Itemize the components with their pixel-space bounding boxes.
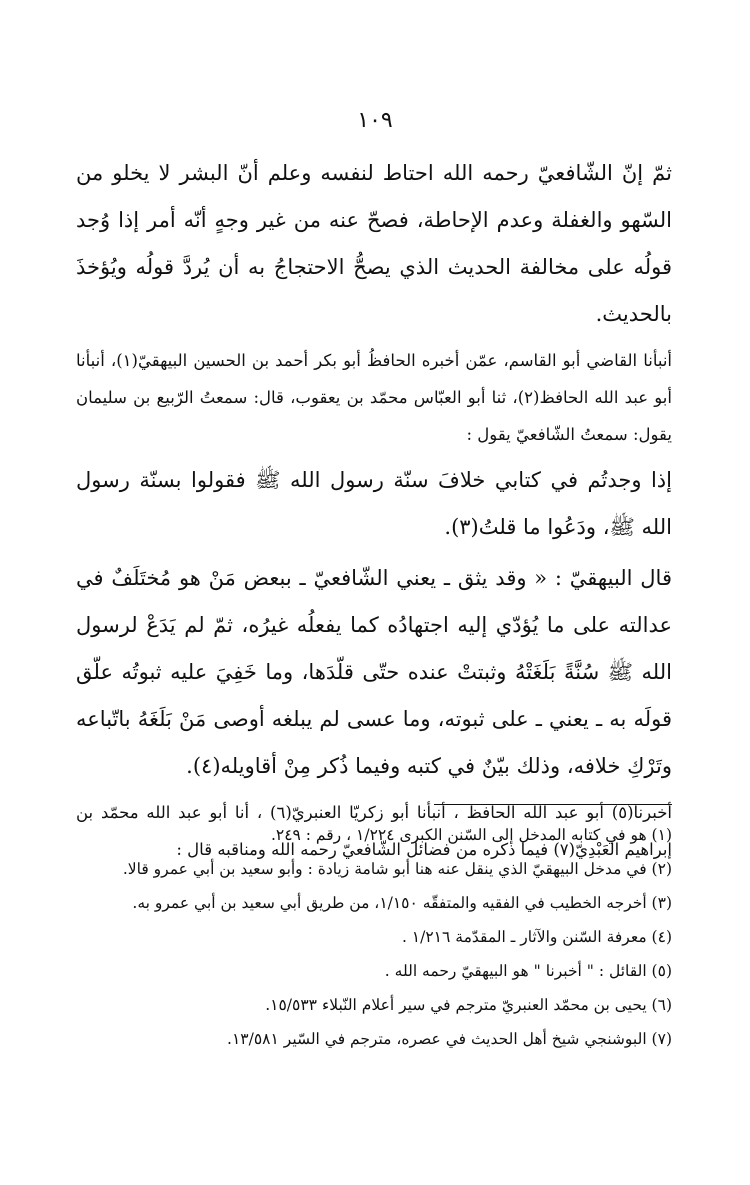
footnote-7: (٧) البوشنجي شيخ أهل الحديث في عصره، مترجم في السّير ١٣/٥٨١. (227, 1030, 672, 1048)
paragraph-akhbarana: أخبرنا(٥) أبو عبد الله الحافظ ، أنبأنا أبو زكريّا العنبريّ(٦) ، أنا أبو عبد الله محمّد بن إبراهيم العَبْدِيّ(٧) فيما ذكره من فضائل الشّافعيّ رحمه الله ومناقبه قال : (76, 803, 672, 859)
footnotes (76, 818, 672, 1056)
paragraph-quote: إذا وجدتُم في كتابي خلافَ سنّة رسول الله ﷺ فقولوا بسنّة رسول الله ﷺ، ودَعُوا ما قلتُ(٣). (76, 468, 672, 539)
footnote-4: (٤) معرفة السّنن والآثار ـ المقدّمة ١/٢١٦ . (401, 928, 672, 946)
paragraph-isnad: أنبأنا القاضي أبو القاسم، عمّن أخبره الحافظُ أبو بكر أحمد بن الحسين البيهقيّ(١)، أنبأنا أبو عبد الله الحافظ(٢)، ثنا أبو العبّاس محمّد بن يعقوب، قال: سمعتُ الرّبيع بن سليمان يقول: سمعتُ الشّافعيّ يقول : (76, 351, 673, 444)
footnote-1: (١) هو في كتابه المدخل إلى السّنن الكبرى ١/٢٢٤ ، رقم : ٢٤٩. (270, 826, 672, 844)
footnote-6: (٦) يحيى بن محمّد العنبريّ مترجم في سير أعلام النّبلاء ١٥/٥٣٣. (265, 996, 672, 1014)
main-text (76, 150, 672, 868)
page-number: ١٠٩ (357, 108, 393, 133)
footnote-divider (434, 804, 672, 805)
footnote-2: (٢) في مدخل البيهقيّ الذي ينقل عنه هنا أبو شامة زيادة : وأبو سعيد بن أبي عمرو قالا. (122, 860, 672, 878)
footnote-3: (٣) أخرجه الخطيب في الفقيه والمتفقّه ١/١٥٠، من طريق أبي سعيد بن أبي عمرو به. (132, 894, 672, 912)
paragraph-intro: ثمّ إنّ الشّافعيّ رحمه الله احتاط لنفسه وعلم أنّ البشر لا يخلو من السّهو والغفلة وعدم الإحاطة، فصحّ عنه من غير وجهٍ أنّه أمر إذا وُجد قولُه على مخالفة الحديث الذي يصحُّ الاحتجاجُ به أن يُردَّ قولُه ويُؤخذَ بالحديث. (76, 161, 672, 326)
paragraph-bayhaqi: قال البيهقيّ : « وقد يثق ـ يعني الشّافعيّ ـ ببعض مَنْ هو مُختَلَفٌ في عدالته على ما يُؤدّي إليه اجتهادُه كما يفعلُه غيرُه، ثمّ لم يَدَعْ لرسول الله ﷺ سُنَّةً بَلَغَتْهُ وثبتتْ عنده حتّى قلّدَها، وما خَفِيَ عليه ثبوتُه علّق قولَه به ـ يعني ـ على ثبوته، وما عسى لم يبلغه أوصى مَنْ بَلَغَهُ باتّباعه وتَرْكِ خلافه، وذلك بيّنٌ في كتبه وفيما ذُكر مِنْ أقاويله(٤). (76, 566, 672, 778)
footnote-5: (٥) القائل : " أخبرنا " هو البيهقيّ رحمه الله . (384, 962, 672, 980)
